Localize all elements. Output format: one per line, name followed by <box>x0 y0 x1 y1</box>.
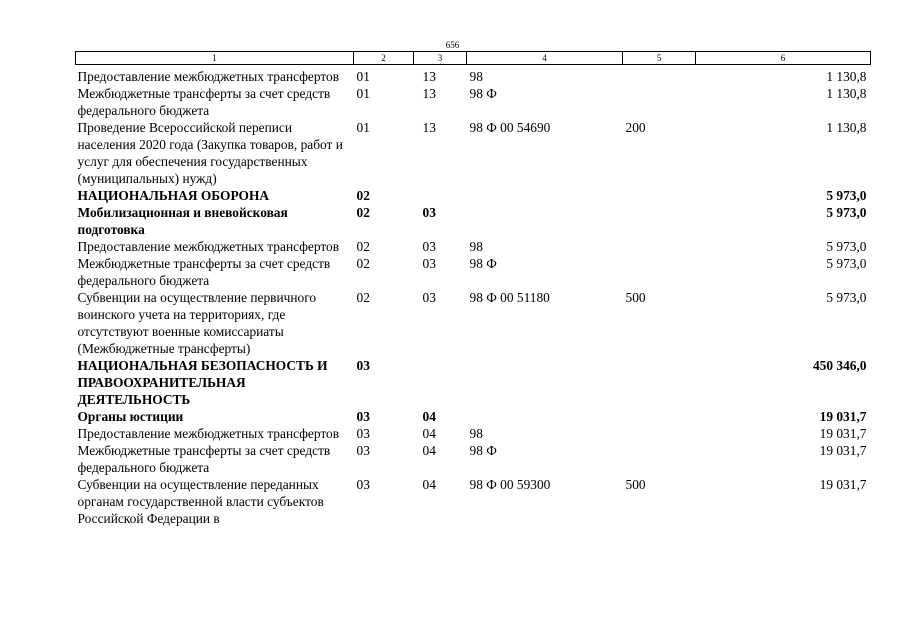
target-article-cell <box>467 204 623 238</box>
subsection-code-cell: 04 <box>422 409 436 424</box>
expense-type-cell: 500 <box>625 477 646 492</box>
table-row <box>76 238 871 255</box>
target-article-cell: 98 <box>469 69 483 84</box>
expense-type-cell <box>623 187 696 204</box>
row-name-cell: Субвенции на осуществление первичного воинского учета на территориях, где отсутствуют военные комиссариаты (Межбюджетные трансферты) <box>77 290 317 356</box>
table-row <box>76 476 871 527</box>
header-col-6: 6 <box>696 52 871 65</box>
subsection-code-cell: 13 <box>422 86 436 101</box>
subsection-code-cell: 13 <box>422 120 436 135</box>
row-name-cell: Предоставление межбюджетных трансфертов <box>77 69 340 84</box>
target-article-cell: 98 <box>469 239 483 254</box>
expense-type-cell <box>623 357 696 408</box>
table-row <box>76 65 871 86</box>
amount-cell: 5 973,0 <box>826 188 867 203</box>
amount-cell: 19 031,7 <box>819 477 867 492</box>
header-col-2: 2 <box>354 52 414 65</box>
target-article-cell: 98 Ф 00 51180 <box>469 290 550 305</box>
target-article-cell <box>467 408 623 425</box>
subsection-code-cell: 04 <box>422 426 436 441</box>
table-row <box>76 289 871 357</box>
table-row <box>76 85 871 119</box>
subsection-code-cell <box>414 187 467 204</box>
expense-type-cell <box>623 65 696 86</box>
row-name-cell: НАЦИОНАЛЬНАЯ ОБОРОНА <box>77 188 270 203</box>
section-code-cell: 01 <box>356 86 370 101</box>
amount-cell: 1 130,8 <box>826 69 867 84</box>
expense-type-cell: 500 <box>625 290 646 305</box>
target-article-cell: 98 <box>469 426 483 441</box>
expense-type-cell <box>623 425 696 442</box>
row-name-cell: Предоставление межбюджетных трансфертов <box>77 426 340 441</box>
target-article-cell: 98 Ф <box>469 256 497 271</box>
section-code-cell: 02 <box>356 256 370 271</box>
amount-cell: 1 130,8 <box>826 120 867 135</box>
table-row <box>76 187 871 204</box>
row-name-cell: Межбюджетные трансферты за счет средств федерального бюджета <box>77 256 331 288</box>
target-article-cell: 98 Ф 00 59300 <box>469 477 551 492</box>
subsection-code-cell: 03 <box>422 239 436 254</box>
amount-cell: 19 031,7 <box>819 426 867 441</box>
target-article-cell <box>467 357 623 408</box>
expense-type-cell <box>623 408 696 425</box>
table-row <box>76 119 871 187</box>
target-article-cell: 98 Ф <box>469 443 497 458</box>
table-row <box>76 408 871 425</box>
header-col-4: 4 <box>467 52 623 65</box>
expense-type-cell <box>623 442 696 476</box>
amount-cell: 450 346,0 <box>812 358 867 373</box>
row-name-cell: Предоставление межбюджетных трансфертов <box>77 239 340 254</box>
subsection-code-cell: 03 <box>422 290 436 305</box>
header-col-5: 5 <box>623 52 696 65</box>
row-name-cell: Межбюджетные трансферты за счет средств федерального бюджета <box>77 86 331 118</box>
target-article-cell <box>467 187 623 204</box>
expense-type-cell: 200 <box>625 120 646 135</box>
section-code-cell: 02 <box>356 188 370 203</box>
amount-cell: 19 031,7 <box>819 409 867 424</box>
row-name-cell: НАЦИОНАЛЬНАЯ БЕЗОПАСНОСТЬ И ПРАВООХРАНИТЕЛЬНАЯ ДЕЯТЕЛЬНОСТЬ <box>77 358 328 407</box>
amount-cell: 1 130,8 <box>826 86 867 101</box>
table-row <box>76 255 871 289</box>
subsection-code-cell: 13 <box>422 69 436 84</box>
section-code-cell: 02 <box>356 239 370 254</box>
row-name-cell: Мобилизационная и вневойсковая подготовка <box>77 205 288 237</box>
section-code-cell: 03 <box>356 443 370 458</box>
section-code-cell: 02 <box>356 205 370 220</box>
section-code-cell: 02 <box>356 290 370 305</box>
expense-type-cell <box>623 238 696 255</box>
amount-cell: 5 973,0 <box>826 239 867 254</box>
subsection-code-cell: 03 <box>422 256 436 271</box>
section-code-cell: 01 <box>356 69 370 84</box>
header-row <box>76 52 871 65</box>
table-body <box>76 65 871 528</box>
table-row <box>76 204 871 238</box>
section-code-cell: 03 <box>356 409 370 424</box>
row-name-cell: Органы юстиции <box>77 409 184 424</box>
target-article-cell: 98 Ф 00 54690 <box>469 120 551 135</box>
row-name-cell: Проведение Всероссийской переписи населения 2020 года (Закупка товаров, работ и услуг для обеспечения государственных (муниципальных) нужд) <box>77 120 343 186</box>
amount-cell: 19 031,7 <box>819 443 867 458</box>
expense-type-cell <box>623 85 696 119</box>
amount-cell: 5 973,0 <box>826 256 867 271</box>
expense-type-cell <box>623 204 696 238</box>
budget-table <box>75 51 871 527</box>
row-name-cell: Субвенции на осуществление переданных органам государственной власти субъектов Российской Федерации в <box>77 477 324 526</box>
subsection-code-cell: 04 <box>422 443 436 458</box>
subsection-code-cell: 03 <box>422 205 436 220</box>
page-number: 656 <box>445 40 460 50</box>
amount-cell: 5 973,0 <box>826 290 867 305</box>
table-row <box>76 425 871 442</box>
section-code-cell: 03 <box>356 358 370 373</box>
subsection-code-cell: 04 <box>422 477 436 492</box>
section-code-cell: 03 <box>356 477 370 492</box>
section-code-cell: 03 <box>356 426 370 441</box>
section-code-cell: 01 <box>356 120 370 135</box>
expense-type-cell <box>623 255 696 289</box>
amount-cell: 5 973,0 <box>826 205 867 220</box>
header-col-3: 3 <box>414 52 467 65</box>
row-name-cell: Межбюджетные трансферты за счет средств федерального бюджета <box>77 443 331 475</box>
header-col-1: 1 <box>76 52 354 65</box>
target-article-cell: 98 Ф <box>469 86 497 101</box>
table-row <box>76 357 871 408</box>
subsection-code-cell <box>414 357 467 408</box>
table-row <box>76 442 871 476</box>
